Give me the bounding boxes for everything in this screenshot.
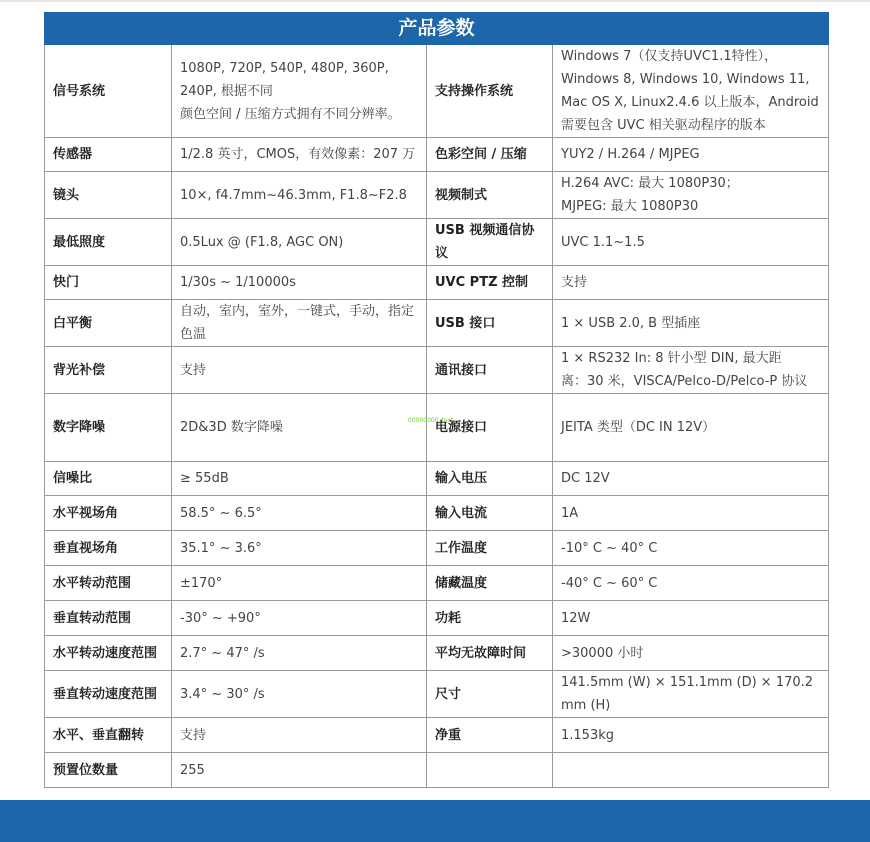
value-line: 需要包含 UVC 相关驱动程序的版本	[561, 118, 766, 133]
left-param-value	[172, 266, 427, 300]
table-row	[45, 718, 829, 753]
table-row	[45, 347, 829, 394]
right-param-name: 输入电流	[427, 496, 553, 531]
value-line: >30000 小时	[561, 645, 644, 661]
value-line: ≥ 55dB	[180, 471, 229, 486]
value-line: 255	[180, 762, 205, 778]
right-param-name: 通讯接口	[427, 347, 553, 394]
right-param-value	[553, 45, 829, 138]
left-param-name: 信噪比	[45, 462, 172, 496]
value-line: YUY2 / H.264 / MJPEG	[561, 147, 700, 162]
right-param-value	[553, 636, 829, 671]
right-param-name: UVC PTZ 控制	[427, 266, 553, 300]
left-param-value	[172, 347, 427, 394]
left-param-value	[172, 138, 427, 172]
left-param-value	[172, 531, 427, 566]
right-param-name: 功耗	[427, 601, 553, 636]
table-row	[45, 496, 829, 531]
left-param-name: 镜头	[45, 172, 172, 219]
right-param-value	[553, 601, 829, 636]
footer-band	[0, 800, 870, 842]
value-line: 自动，室内，室外，一键式，手动，指定色温	[180, 304, 415, 342]
value-line: Mac OS X, Linux2.4.6 以上版本，Android	[561, 95, 819, 110]
right-param-name: 尺寸	[427, 671, 553, 718]
value-line: Windows 8, Windows 10, Windows 11,	[561, 72, 810, 87]
right-param-value	[553, 394, 829, 462]
right-param-value	[553, 718, 829, 753]
left-param-name: 传感器	[45, 138, 172, 172]
value-line: 0.5Lux @ (F1.8, AGC ON)	[180, 234, 344, 250]
left-param-name: 水平、垂直翻转	[45, 718, 172, 753]
right-param-value	[553, 300, 829, 347]
left-param-value	[172, 636, 427, 671]
table-row	[45, 394, 829, 462]
right-param-name: 工作温度	[427, 531, 553, 566]
value-line: 1 × RS232 In: 8 针小型 DIN, 最大距	[561, 351, 782, 366]
spec-table-body	[45, 45, 829, 788]
table-row	[45, 462, 829, 496]
left-param-value	[172, 671, 427, 718]
right-param-name: 平均无故障时间	[427, 636, 553, 671]
value-line: 支持	[561, 275, 588, 290]
left-param-value	[172, 462, 427, 496]
value-line: 1A	[561, 505, 579, 521]
right-param-name: USB 接口	[427, 300, 553, 347]
table-row	[45, 531, 829, 566]
value-line: -30° ~ +90°	[180, 610, 261, 626]
left-param-name: 背光补偿	[45, 347, 172, 394]
right-param-name: 色彩空间 / 压缩	[427, 138, 553, 172]
watermark: 00000000_text	[408, 417, 454, 424]
table-row	[45, 636, 829, 671]
right-param-value	[553, 671, 829, 718]
left-param-name: 预置位数量	[45, 753, 172, 788]
right-param-value	[553, 138, 829, 172]
right-param-name: 电源接口	[427, 394, 553, 462]
left-param-name: 信号系统	[45, 45, 172, 138]
value-line: MJPEG: 最大 1080P30	[561, 199, 699, 214]
right-param-value	[553, 531, 829, 566]
left-param-name: 数字降噪	[45, 394, 172, 462]
value-line: mm (H)	[561, 698, 611, 713]
value-line: 颜色空间 / 压缩方式拥有不同分辨率。	[180, 106, 401, 122]
left-param-name: 最低照度	[45, 219, 172, 266]
left-param-value	[172, 753, 427, 788]
value-line: -10° C ~ 40° C	[561, 540, 658, 556]
left-param-value	[172, 566, 427, 601]
table-row	[45, 45, 829, 138]
table-row	[45, 172, 829, 219]
value-line: UVC 1.1~1.5	[561, 234, 645, 250]
value-line: -40° C ~ 60° C	[561, 575, 658, 591]
value-line: 1 × USB 2.0, B 型插座	[561, 315, 701, 331]
right-param-name	[427, 753, 553, 788]
left-param-name: 垂直视场角	[45, 531, 172, 566]
right-param-name: 视频制式	[427, 172, 553, 219]
value-line: Windows 7（仅支持UVC1.1特性），	[561, 49, 778, 64]
value-line: H.264 AVC: 最大 1080P30；	[561, 176, 739, 191]
right-param-value	[553, 172, 829, 219]
value-line: 2.7° ~ 47° /s	[180, 645, 265, 661]
table-row	[45, 138, 829, 172]
value-line: 12W	[561, 610, 591, 626]
right-param-value	[553, 496, 829, 531]
value-line: 1/30s ~ 1/10000s	[180, 275, 296, 290]
left-param-value	[172, 300, 427, 347]
value-line: DC 12V	[561, 471, 610, 486]
right-param-value	[553, 462, 829, 496]
value-line: 支持	[180, 362, 207, 378]
value-line: 10×, f4.7mm~46.3mm, F1.8~F2.8	[180, 187, 407, 203]
left-param-name: 白平衡	[45, 300, 172, 347]
left-param-value	[172, 718, 427, 753]
table-row	[45, 219, 829, 266]
table-row	[45, 671, 829, 718]
value-line: ±170°	[180, 575, 223, 591]
value-line: 58.5° ~ 6.5°	[180, 505, 262, 521]
right-param-value	[553, 566, 829, 601]
table-row	[45, 266, 829, 300]
value-line: 1.153kg	[561, 727, 614, 743]
value-line: 141.5mm (W) × 151.1mm (D) × 170.2	[561, 675, 814, 690]
value-line: 35.1° ~ 3.6°	[180, 540, 262, 556]
table-row	[45, 753, 829, 788]
left-param-name: 水平视场角	[45, 496, 172, 531]
left-param-name: 水平转动速度范围	[45, 636, 172, 671]
left-param-name: 快门	[45, 266, 172, 300]
left-param-value	[172, 496, 427, 531]
right-param-value	[553, 347, 829, 394]
left-param-value	[172, 219, 427, 266]
right-param-name: USB 视频通信协议	[427, 219, 553, 266]
left-param-value	[172, 172, 427, 219]
right-param-name: 净重	[427, 718, 553, 753]
value-line: 1/2.8 英寸，CMOS，有效像素：207 万	[180, 147, 416, 162]
left-param-name: 垂直转动范围	[45, 601, 172, 636]
right-param-value	[553, 266, 829, 300]
left-param-value	[172, 601, 427, 636]
spec-table	[44, 12, 829, 788]
right-param-value	[553, 753, 829, 788]
left-param-name: 水平转动范围	[45, 566, 172, 601]
left-param-value	[172, 394, 427, 462]
value-line: 2D&3D 数字降噪	[180, 420, 283, 435]
right-param-value	[553, 219, 829, 266]
top-divider	[0, 0, 870, 2]
value-line: 1080P, 720P, 540P, 480P, 360P, 240P, 根据不同	[180, 60, 389, 99]
table-row	[45, 300, 829, 347]
value-line: 3.4° ~ 30° /s	[180, 686, 265, 702]
table-row	[45, 566, 829, 601]
right-param-name: 输入电压	[427, 462, 553, 496]
table-row	[45, 601, 829, 636]
right-param-name: 支持操作系统	[427, 45, 553, 138]
right-param-name: 储藏温度	[427, 566, 553, 601]
value-line: JEITA 类型（DC IN 12V）	[561, 420, 716, 435]
table-title: 产品参数	[45, 13, 829, 45]
left-param-name: 垂直转动速度范围	[45, 671, 172, 718]
value-line: 离：30 米，VISCA/Pelco-D/Pelco-P 协议	[561, 374, 808, 389]
value-line: 支持	[180, 727, 207, 743]
left-param-value	[172, 45, 427, 138]
